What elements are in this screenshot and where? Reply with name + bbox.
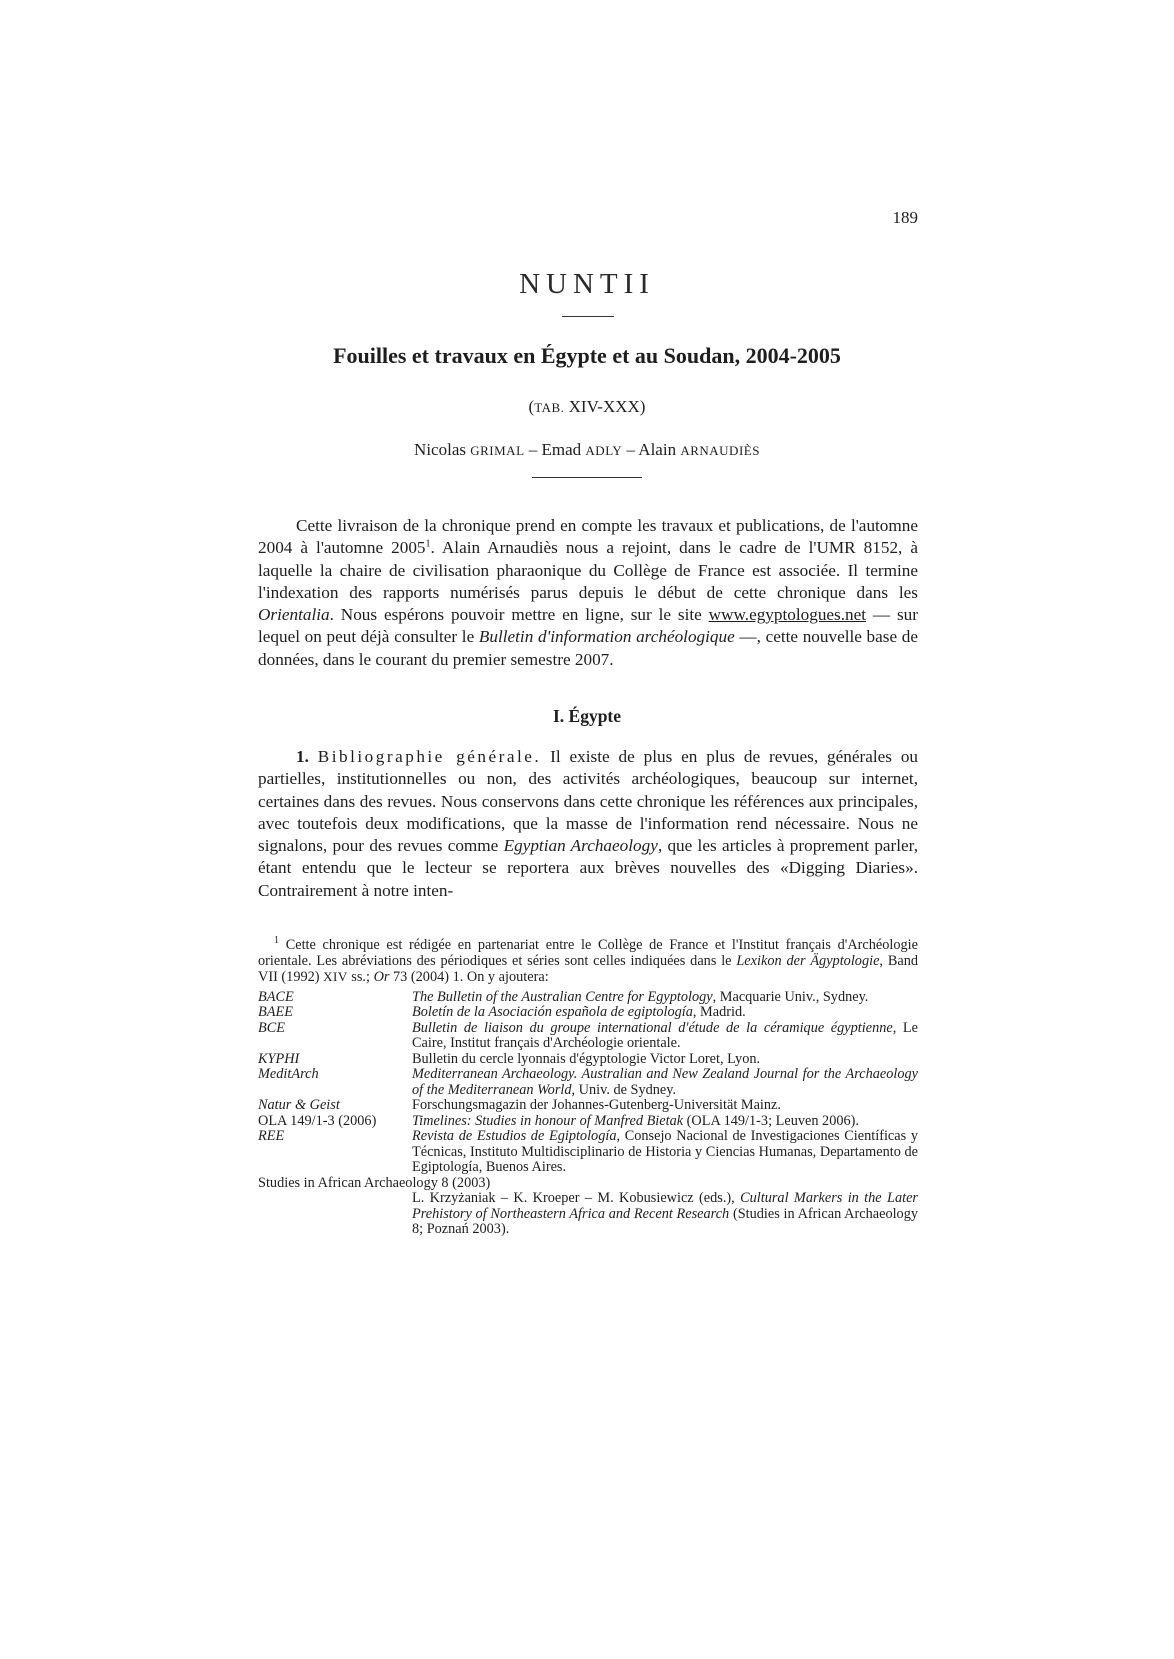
author-first-name: Nicolas <box>414 440 466 459</box>
abbreviation-row: BACE The Bulletin of the Australian Centre for Egyptology, Macquarie Univ., Sydney. <box>258 988 869 1005</box>
author-last-name: ARNAUDIÈS <box>680 443 760 458</box>
abbreviation-key: REE <box>258 1128 285 1144</box>
footnote-mark: 1 <box>425 538 431 550</box>
subsection-heading: I. Égypte <box>552 706 622 726</box>
abbreviation-list <box>258 990 918 1176</box>
abbreviation-key: Natur & Geist <box>258 1097 340 1113</box>
footnote-mark: 1 <box>274 935 279 947</box>
abbreviation-key: OLA 149/1-3 (2006) <box>258 1112 377 1129</box>
author-last-name: GRIMAL <box>470 443 525 458</box>
authors-rule <box>532 477 642 478</box>
abbreviation-row: MeditArch Mediterranean Archaeology. Australian and New Zealand Journal for the Archaeology of the Mediterranean World, Univ. de Sydney. <box>258 1066 918 1098</box>
abbreviation-row: OLA 149/1-3 (2006) Timelines: Studies in honour of Manfred Bietak (OLA 149/1-3; Leuven 2006). <box>258 1112 859 1129</box>
page-number: 189 <box>892 208 918 227</box>
plates-reference: (TAB. XIV-XXX) <box>528 397 646 416</box>
heading-rule <box>562 316 614 317</box>
authors-line: Nicolas GRIMAL – Emad ADLY – Alain ARNAUDIÈS <box>414 440 760 459</box>
abbreviation-row: BCE Bulletin de liaison du groupe international d'étude de la céramique égyptienne, Le Caire, Institut français d'Archéologie orientale. <box>258 1019 918 1051</box>
abbreviation-row: KYPHI Bulletin du cercle lyonnais d'égyptologie Victor Loret, Lyon. <box>258 1050 761 1067</box>
website-link[interactable]: www.egyptologues.net <box>708 605 867 625</box>
abbreviation-row: REE Revista de Estudios de Egiptología, Consejo Nacional de Investigaciones Científicas y Técnicas, Instituto Multidisciplinario de Historia y Ciencias Humanas, Departamento de Egiptología, Buenos Aires. <box>258 1128 918 1175</box>
intro-paragraph: Cette livraison de la chronique prend en compte les travaux et publications, de l'automne 2004 à l'automne 2005$^1$. Alain Arnaudiès nous a rejoint, dans le cadre de l'UMR 8152, à laquelle la chaire de civilisation pharaonique du Collège de France est associée. Il termine l'indexation des rapports numérisés parus depuis le début de cette chronique dans les Orientalia. Nous espérons pouvoir mettre en ligne, sur le site www.egyptologues.net — sur lequel on peut déjà consulter le Bulletin d'information archéologique —, cette nouvelle base de données, dans le courant du premier semestre 2007. <box>258 516 918 669</box>
abbreviation-key: BACE <box>258 988 294 1005</box>
article-title: Fouilles et travaux en Égypte et au Soudan, 2004-2005 <box>333 343 841 368</box>
abbreviation-row: BAEE Boletín de la Asociación española de egiptología, Madrid. <box>258 1004 746 1020</box>
paragraph-number: 1. <box>296 747 309 766</box>
author-last-name: ADLY <box>585 443 623 458</box>
abbreviation-key: MeditArch <box>258 1066 319 1082</box>
abbreviation-key: BCE <box>258 1019 286 1036</box>
abbreviation-key: KYPHI <box>258 1050 300 1067</box>
abbreviation-row: Natur & Geist Forschungsmagazin der Johannes-Gutenberg-Universität Mainz. <box>258 1097 781 1113</box>
studies-heading: Studies in African Archaeology 8 (2003) <box>258 1174 491 1191</box>
bibliography-paragraph: 1. Bibliographie générale. Il existe de plus en plus de revues, générales ou partielles, institutionnelles ou non, des activités archéologiques, beaucoup sur internet, certaines dans des revues. Nous conservons dans cette chronique les références aux principales, avec toutefois deux modifications, que la masse de l'information rend nécessaire. Nous ne signalons, pour des revues comme Egyptian Archaeology, que les articles à proprement parler, étant entendu que le lecteur se reportera aux brèves nouvelles des «Digging Diaries». Contrairement à notre inten- <box>258 747 919 900</box>
section-heading: NUNTII <box>519 268 655 300</box>
studies-entry: L. Krzyżaniak – K. Kroeper – M. Kobusiewicz (eds.), Cultural Markers in the Later Prehistory of Northeastern Africa and Recent Research (Studies in African Archaeology 8; Poznań 2003). <box>412 1190 919 1237</box>
abbreviation-key: BAEE <box>258 1004 293 1020</box>
paragraph-heading: Bibliographie générale. <box>317 747 542 766</box>
author-first-name: Alain <box>638 440 677 459</box>
footnote: $^1$ Cette chronique est rédigée en partenariat entre le Collège de France et l'Institut français d'Archéologie orientale. Les abréviations des périodiques et séries sont celles indiquées dans le Lexikon der Ägyptologie, Band VII (1992) XIV ss.; Or 73 (2004) 1. On y ajoutera: BACE The Bulletin of the Australian Centre for Egyptology, Macquarie Univ., Sydney. BAEE Boletín de la Asociación española de egiptología, Madrid. BCE Bulletin de liaison du groupe international d'étude de la céramique égyptienne, Le Caire, Institut français d'Archéologie orientale. KYPHI Bulletin du cercle lyonnais d'égyptologie Victor Loret, Lyon. MeditArch Mediterranean Archaeology. Australian and New Zealand Journal for the Archaeology of the Mediterranean World, Univ. de Sydney. Natur & Geist Forschungsmagazin der Johannes-Gutenberg-Universität Mainz. OLA 149/1-3 (2006) Timelines: Studies in honour of Manfred Bietak (OLA 149/1-3; Leuven 2006). REE Revista de Estudios de Egiptología, Consejo Nacional de Investigaciones Científicas y Técnicas, Instituto Multidisciplinario de Historia y Ciencias Humanas, Departamento de Egiptología, Buenos Aires. Studies in African Archaeology 8 (2003) L. Krzyżaniak – K. Kroeper – M. Kobusiewicz (eds.), Cultural Markers in the Later Prehistory of Northeastern Africa and Recent Research (Studies in African Archaeology 8; Poznań 2003). <box>258 935 919 1237</box>
author-first-name: Emad <box>541 440 582 459</box>
